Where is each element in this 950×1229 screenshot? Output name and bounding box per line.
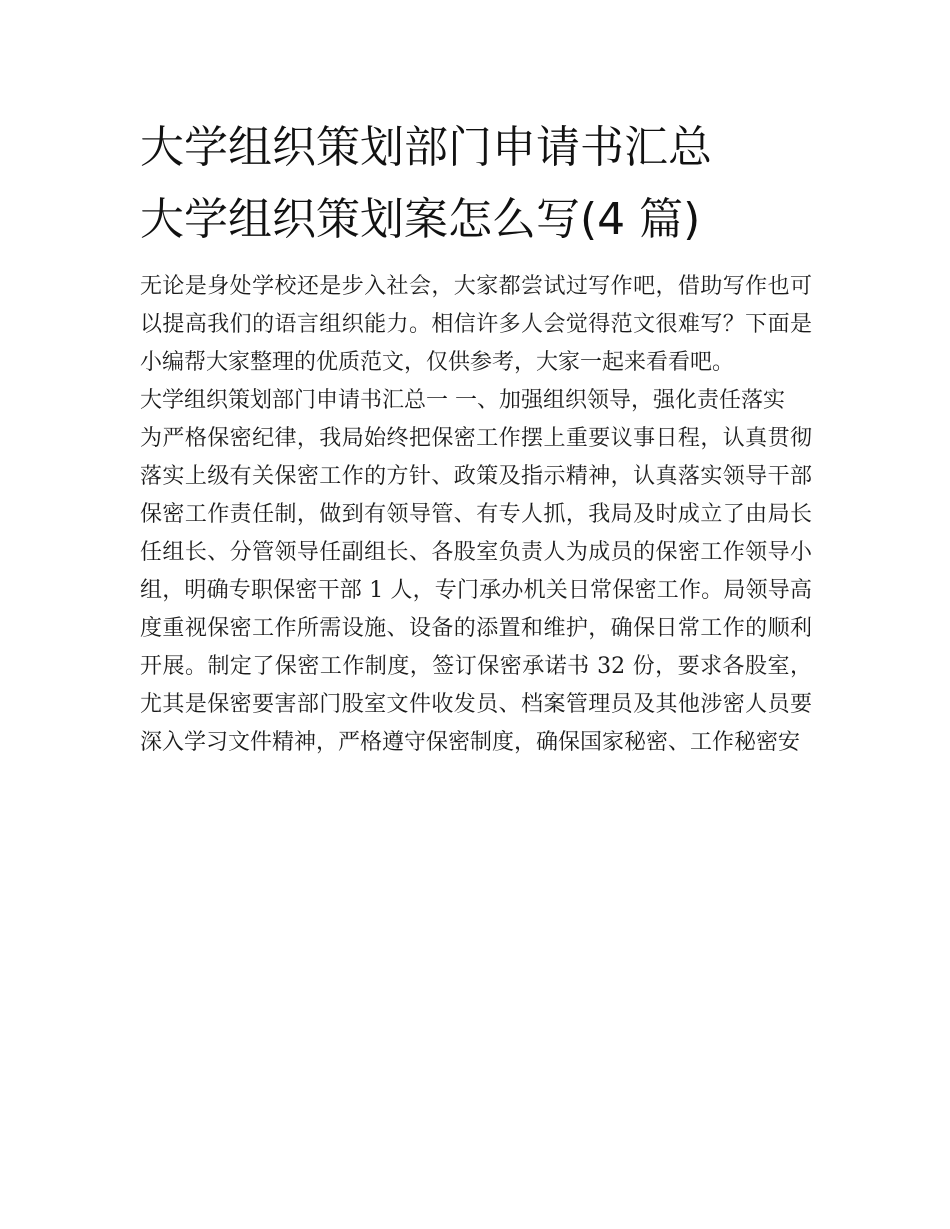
document-content xyxy=(140,112,812,762)
title-line-2: 大学组织策划案怎么写(4 篇) xyxy=(140,194,701,245)
body-paragraph: 为严格保密纪律，我局始终把保密工作摆上重要议事日程，认真贯彻落实上级有关保密工作的方针、政策及指示精神，认真落实领导干部保密工作责任制，做到有领导管、有专人抓，我局及时成立了由局长任组长、分管领导任副组长、各股室负责人为成员的保密工作领导小组，明确专职保密干部 1 人，专门承办机关日常保密工作。局领导高度重视保密工作所需设施、设备的添置和维护，确保日常工作的顺利开展。制定了保密工作制度，签订保密承诺书 32 份，要求各股室，尤其是保密要害部门股室文件收发员、档案管理员及其他涉密人员要深入学习文件精神，严格遵守保密制度，确保国家秘密、工作秘密安 xyxy=(140,426,812,755)
document-title xyxy=(140,112,812,256)
document-body xyxy=(140,268,812,762)
intro-paragraph: 无论是身处学校还是步入社会，大家都尝试过写作吧，借助写作也可以提高我们的语言组织能力。相信许多人会觉得范文很难写？下面是小编帮大家整理的优质范文，仅供参考，大家一起来看看吧。 xyxy=(140,274,812,375)
title-line-1: 大学组织策划部门申请书汇总 xyxy=(140,122,712,173)
section-heading-paragraph: 大学组织策划部门申请书汇总一 一、加强组织领导，强化责任落实 xyxy=(140,388,785,413)
